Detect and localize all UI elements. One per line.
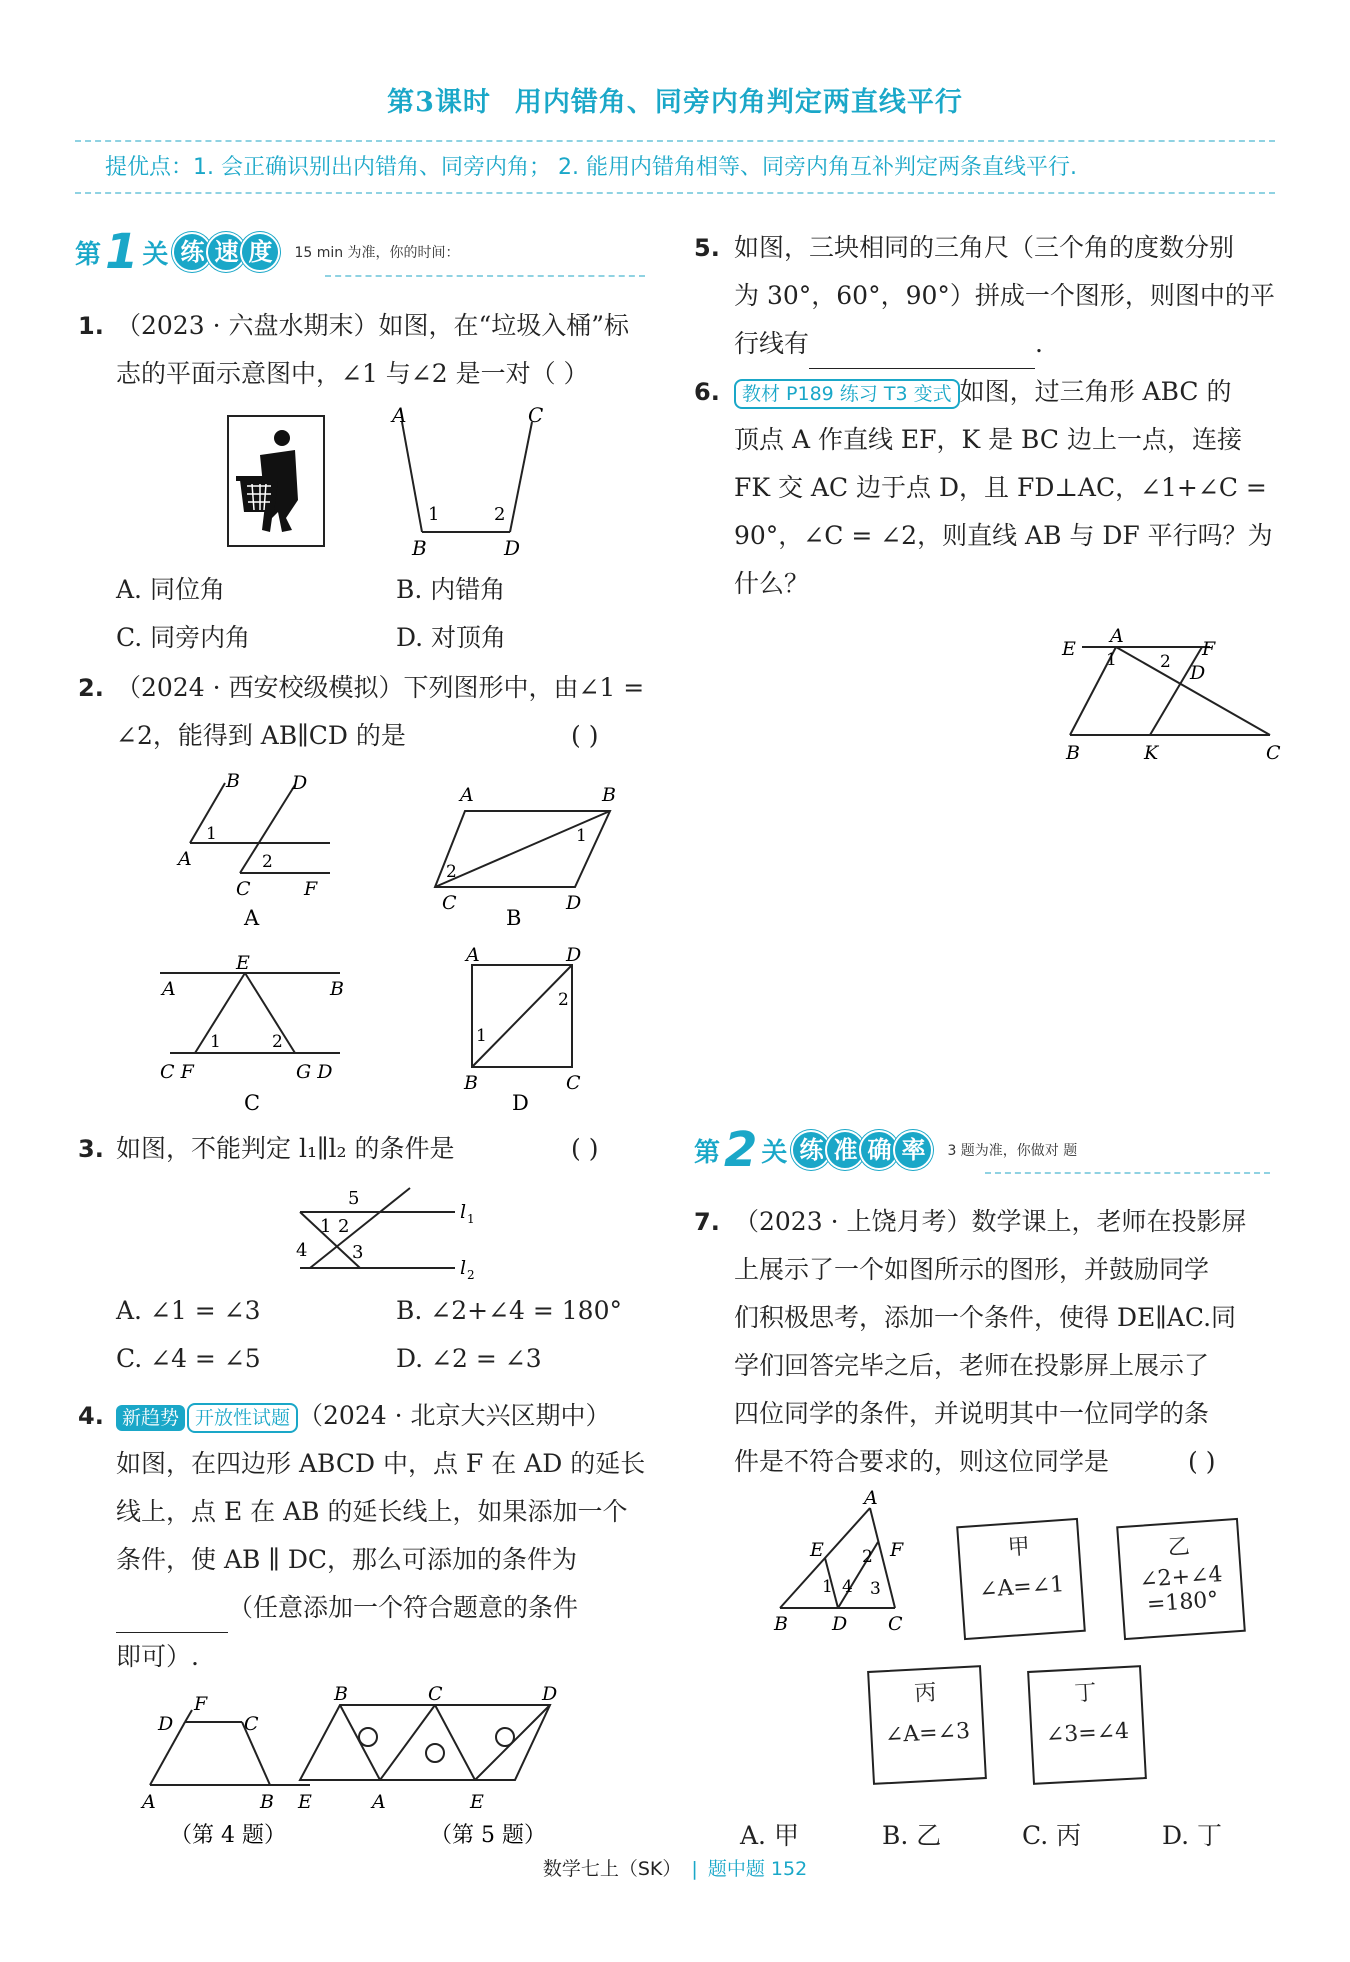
svg-text:F: F	[194, 1693, 208, 1715]
section-1-header	[75, 224, 460, 280]
section-title-char: 练	[791, 1130, 831, 1170]
tips-line: 提优点：1. 会正确识别出内错角、同旁内角； 2. 能用内错角相等、同旁内角互补判定两条直线平行.	[105, 155, 1077, 180]
svg-text:1: 1	[320, 1216, 332, 1237]
svg-text:K: K	[1144, 742, 1159, 764]
svg-text:C F: C F	[160, 1061, 194, 1083]
question-5	[694, 224, 1294, 369]
option-c: C. 同旁内角	[116, 623, 251, 652]
footer-page: 题中题 152	[707, 1858, 808, 1880]
svg-text:C: C	[1266, 742, 1281, 764]
option-a: A. 同位角	[116, 575, 225, 604]
svg-text:2: 2	[272, 1032, 283, 1052]
svg-text:1: 1	[467, 1212, 475, 1226]
section-title-char: 速	[206, 232, 246, 272]
figure-label-a: A	[244, 906, 260, 930]
svg-text:B: B	[226, 770, 240, 792]
page-title	[0, 80, 1350, 119]
svg-text:1: 1	[206, 824, 217, 844]
svg-text:l: l	[460, 1201, 467, 1223]
svg-text:A: A	[392, 403, 407, 427]
question-text: 如图，不能判定 l₁∥l₂ 的条件是	[116, 1134, 455, 1163]
q4-q5-figures	[130, 1680, 620, 1850]
card-condition: ∠A=∠3	[884, 1718, 971, 1749]
lesson-label: 第3课时	[387, 87, 491, 118]
question-text: 条件，使 AB ∥ DC，那么可添加的条件为	[116, 1545, 577, 1574]
figure-label-c: C	[244, 1091, 261, 1115]
svg-text:2: 2	[446, 862, 457, 882]
student-card-bing	[867, 1665, 987, 1785]
answer-blank[interactable]	[809, 320, 1035, 369]
svg-text:2: 2	[338, 1216, 350, 1237]
q3-figure	[290, 1180, 510, 1290]
section-2-header	[694, 1122, 1078, 1178]
option-c: C. ∠4 = ∠5	[116, 1344, 261, 1373]
section-guan: 关	[761, 1137, 788, 1168]
svg-text:3: 3	[352, 1242, 364, 1263]
question-number: 5.	[694, 234, 720, 262]
q1-figure	[220, 400, 560, 570]
question-text: 件是不符合要求的，则这位同学是	[734, 1447, 1110, 1476]
svg-text:D: D	[292, 772, 308, 794]
question-2	[78, 664, 658, 760]
svg-text:D: D	[832, 1613, 848, 1635]
svg-text:C: C	[244, 1713, 259, 1735]
divider	[75, 192, 1275, 194]
svg-text:B: B	[334, 1683, 348, 1705]
figure-caption-4: （第 4 题）	[170, 1823, 286, 1848]
section-note: 15 min 为准，你的时间：	[294, 245, 460, 261]
page-footer: 数学七上（SK） | 题中题 152	[542, 1858, 808, 1880]
svg-text:A: A	[1110, 625, 1124, 647]
svg-text:A: A	[178, 848, 192, 870]
card-name: 甲	[1006, 1534, 1031, 1561]
svg-text:B: B	[602, 784, 616, 806]
question-number: 7.	[694, 1208, 720, 1236]
svg-text:2: 2	[467, 1268, 475, 1282]
figure-caption-5: （第 5 题）	[430, 1823, 546, 1848]
svg-text:1: 1	[576, 826, 587, 846]
question-text: （任意添加一个符合题意的条件	[228, 1593, 579, 1622]
svg-text:C: C	[442, 892, 457, 914]
section-divider	[325, 275, 645, 277]
svg-text:1: 1	[476, 1026, 487, 1046]
svg-text:G D: G D	[296, 1061, 333, 1083]
question-text: （2023 · 上饶月考）数学课上，老师在投影屏	[734, 1207, 1247, 1236]
svg-text:A: A	[466, 944, 480, 966]
option-b: B. 乙	[882, 1821, 942, 1850]
option-a: A. ∠1 = ∠3	[116, 1296, 261, 1325]
footer-book: 数学七上（SK）	[542, 1858, 682, 1880]
option-b: B. ∠2+∠4 = 180°	[396, 1296, 622, 1325]
answer-paren: ( )	[571, 1134, 599, 1163]
question-text: FK 交 AC 边于点 D，且 FD⊥AC，∠1+∠C =	[734, 473, 1267, 502]
section-di: 第	[694, 1137, 721, 1168]
question-text: （2024 · 西安校级模拟）下列图形中，由∠1 =	[116, 673, 645, 702]
svg-text:A: A	[162, 978, 176, 1000]
answer-paren: ( )	[1188, 1447, 1216, 1476]
svg-text:2: 2	[494, 504, 506, 525]
figure-label-d: D	[512, 1091, 529, 1115]
question-4	[78, 1392, 668, 1681]
svg-text:B: B	[412, 536, 427, 560]
answer-paren: ( )	[571, 721, 599, 750]
svg-text:C: C	[888, 1613, 903, 1635]
textbook-tag: 教材 P189 练习 T3 变式	[734, 379, 960, 409]
question-text: .	[1035, 329, 1043, 358]
question-text: 如图，三块相同的三角尺（三个角的度数分别	[734, 233, 1235, 262]
option-d: D. ∠2 = ∠3	[396, 1344, 542, 1373]
section-guan: 关	[142, 239, 169, 270]
question-7	[694, 1198, 1294, 1486]
svg-text:D: D	[1190, 662, 1206, 684]
question-text: 为 30°，60°，90°）拼成一个图形，则图中的平	[734, 281, 1275, 310]
svg-text:4: 4	[842, 1577, 853, 1597]
svg-text:1: 1	[1106, 650, 1117, 670]
svg-text:B: B	[774, 1613, 788, 1635]
svg-text:1: 1	[210, 1032, 221, 1052]
answer-blank[interactable]	[116, 1584, 228, 1633]
trend-tag: 新趋势	[116, 1405, 185, 1431]
svg-text:A: A	[460, 784, 474, 806]
section-title-char: 确	[859, 1130, 899, 1170]
question-text: 志的平面示意图中，∠1 与∠2 是一对（ ）	[116, 359, 589, 388]
student-card-jia	[956, 1518, 1086, 1640]
section-title-char: 率	[893, 1130, 933, 1170]
svg-text:C: C	[528, 403, 544, 427]
svg-text:F: F	[304, 878, 318, 900]
open-question-tag: 开放性试题	[187, 1403, 298, 1433]
question-text: （2023 · 六盘水期末）如图，在“垃圾入桶”标	[116, 311, 630, 340]
question-number: 3.	[78, 1135, 104, 1163]
section-title-char: 度	[240, 232, 280, 272]
svg-text:2: 2	[862, 1547, 873, 1567]
card-name: 丁	[1073, 1680, 1097, 1707]
svg-text:A: A	[864, 1490, 878, 1509]
svg-text:C: C	[236, 878, 251, 900]
divider	[75, 140, 1275, 142]
svg-text:2: 2	[262, 852, 273, 872]
card-condition: =180°	[1146, 1587, 1220, 1618]
q6-figure	[1060, 625, 1290, 765]
svg-text:B: B	[464, 1072, 478, 1094]
question-text: 即可）.	[116, 1642, 199, 1671]
student-card-yi	[1116, 1518, 1246, 1640]
lesson-title: 用内错角、同旁内角判定两直线平行	[514, 87, 963, 118]
svg-text:D: D	[504, 536, 521, 560]
question-text: ∠2，能得到 AB∥CD 的是	[116, 721, 406, 750]
section-number: 2	[724, 1122, 758, 1178]
svg-text:C: C	[428, 1683, 443, 1705]
card-condition: ∠A=∠1	[978, 1572, 1065, 1603]
question-text: 线上，点 E 在 AB 的延长线上，如果添加一个	[116, 1497, 628, 1526]
svg-text:4: 4	[296, 1240, 308, 1261]
svg-text:E: E	[810, 1539, 824, 1561]
question-1	[78, 302, 658, 398]
svg-text:2: 2	[1160, 652, 1171, 672]
card-condition: ∠2+∠4	[1138, 1562, 1224, 1593]
question-text: 上展示了一个如图所示的图形，并鼓励同学	[734, 1255, 1210, 1284]
svg-text:D: D	[566, 892, 582, 914]
svg-text:D: D	[566, 944, 582, 966]
question-text: 们积极思考，添加一个条件，使得 DE∥AC.同	[734, 1303, 1237, 1332]
question-number: 1.	[78, 312, 104, 340]
card-name: 丙	[913, 1680, 937, 1707]
svg-text:D: D	[158, 1713, 174, 1735]
option-c: C. 丙	[1022, 1821, 1082, 1850]
svg-text:1: 1	[428, 504, 440, 525]
question-text: 如图，过三角形 ABC 的	[959, 377, 1232, 406]
q7-figure	[770, 1490, 920, 1640]
svg-text:1: 1	[822, 1577, 833, 1597]
q2-figures	[160, 765, 640, 1115]
svg-text:C: C	[566, 1072, 581, 1094]
question-number: 2.	[78, 674, 104, 702]
option-b: B. 内错角	[396, 575, 506, 604]
card-name: 乙	[1166, 1534, 1191, 1561]
svg-text:l: l	[460, 1257, 467, 1279]
section-title-char: 练	[172, 232, 212, 272]
section-note: 3 题为准，你做对 题	[947, 1143, 1078, 1159]
question-text: 顶点 A 作直线 EF，K 是 BC 边上一点，连接	[734, 425, 1242, 454]
question-text: 四位同学的条件，并说明其中一位同学的条	[734, 1399, 1210, 1428]
question-number: 6.	[694, 378, 720, 406]
option-d: D. 丁	[1162, 1821, 1223, 1850]
question-3	[78, 1125, 658, 1173]
svg-text:B: B	[330, 978, 344, 1000]
svg-text:F: F	[1202, 638, 1216, 660]
svg-text:E: E	[470, 1791, 484, 1813]
option-a: A. 甲	[740, 1821, 799, 1850]
svg-text:F: F	[890, 1539, 904, 1561]
svg-text:D: D	[542, 1683, 558, 1705]
svg-text:5: 5	[348, 1188, 360, 1209]
question-text: 90°，∠C = ∠2，则直线 AB 与 DF 平行吗？为	[734, 521, 1273, 550]
svg-text:A: A	[372, 1791, 386, 1813]
question-text: 行线有	[734, 329, 810, 358]
question-text: （2024 · 北京大兴区期中）	[298, 1401, 611, 1430]
svg-text:E: E	[1062, 638, 1076, 660]
question-text: 学们回答完毕之后，老师在投影屏上展示了	[734, 1351, 1210, 1380]
svg-text:B: B	[260, 1791, 274, 1813]
svg-text:E: E	[298, 1791, 312, 1813]
question-number: 4.	[78, 1402, 104, 1430]
card-condition: ∠3=∠4	[1045, 1718, 1130, 1749]
student-card-ding	[1027, 1665, 1147, 1785]
question-text: 如图，在四边形 ABCD 中，点 F 在 AD 的延长	[116, 1449, 646, 1478]
question-text: 什么？	[734, 569, 810, 598]
section-title-char: 准	[825, 1130, 865, 1170]
question-6	[694, 368, 1294, 608]
svg-text:E: E	[236, 952, 250, 974]
svg-text:3: 3	[870, 1579, 881, 1599]
svg-text:A: A	[142, 1791, 156, 1813]
section-number: 1	[105, 224, 139, 280]
svg-text:2: 2	[558, 990, 569, 1010]
section-divider	[985, 1172, 1270, 1174]
option-d: D. 对顶角	[396, 623, 507, 652]
section-di: 第	[75, 239, 102, 270]
figure-label-b: B	[506, 906, 522, 930]
svg-text:B: B	[1066, 742, 1080, 764]
